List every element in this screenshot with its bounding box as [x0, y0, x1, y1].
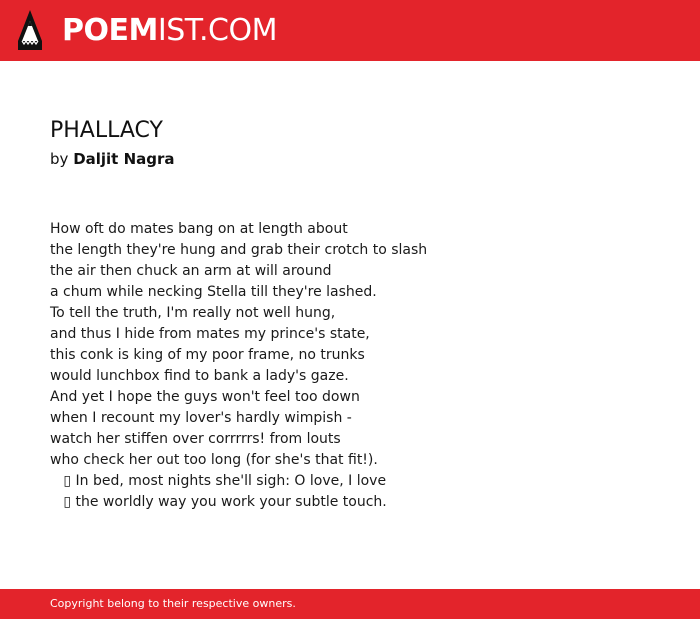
copyright-text: Copyright belong to their respective owners. — [50, 597, 296, 610]
poem-line: would lunchbox find to bank a lady's gaze. — [50, 368, 349, 384]
poem-line: ▯ In bed, most nights she'll sigh: O love, I love — [50, 473, 387, 489]
poem-line: To tell the truth, I'm really not well hung, — [50, 305, 336, 321]
poem-title: PHALLACY — [50, 118, 163, 143]
pencil-tip-icon[interactable] — [17, 9, 43, 51]
by-label: by — [50, 150, 69, 168]
poem-line: the length they're hung and grab their crotch to slash — [50, 242, 428, 258]
poem-line: a chum while necking Stella till they're lashed. — [50, 284, 377, 300]
site-footer — [0, 589, 700, 619]
poem-author: Daljit Nagra — [73, 150, 175, 168]
poem-line: watch her stiffen over corrrrrs! from louts — [50, 431, 341, 447]
poem-line: How oft do mates bang on at length about — [50, 221, 348, 237]
poem-line: the air then chuck an arm at will around — [50, 263, 332, 279]
site-logo[interactable] — [62, 12, 277, 50]
poem-body — [50, 219, 470, 513]
poem-line: and thus I hide from mates my prince's state, — [50, 326, 370, 342]
logo-light-text: IST.COM — [157, 13, 277, 48]
poem-line: when I recount my lover's hardly wimpish - — [50, 410, 352, 426]
poem-line: ▯ the worldly way you work your subtle touch. — [50, 494, 387, 510]
site-header — [0, 0, 700, 61]
logo-bold-text: POEM — [62, 13, 158, 48]
poem-line: who check her out too long (for she's that fit!). — [50, 452, 378, 468]
poem-line: this conk is king of my poor frame, no trunks — [50, 347, 365, 363]
poem-byline — [50, 148, 175, 170]
poem-line: And yet I hope the guys won't feel too down — [50, 389, 360, 405]
